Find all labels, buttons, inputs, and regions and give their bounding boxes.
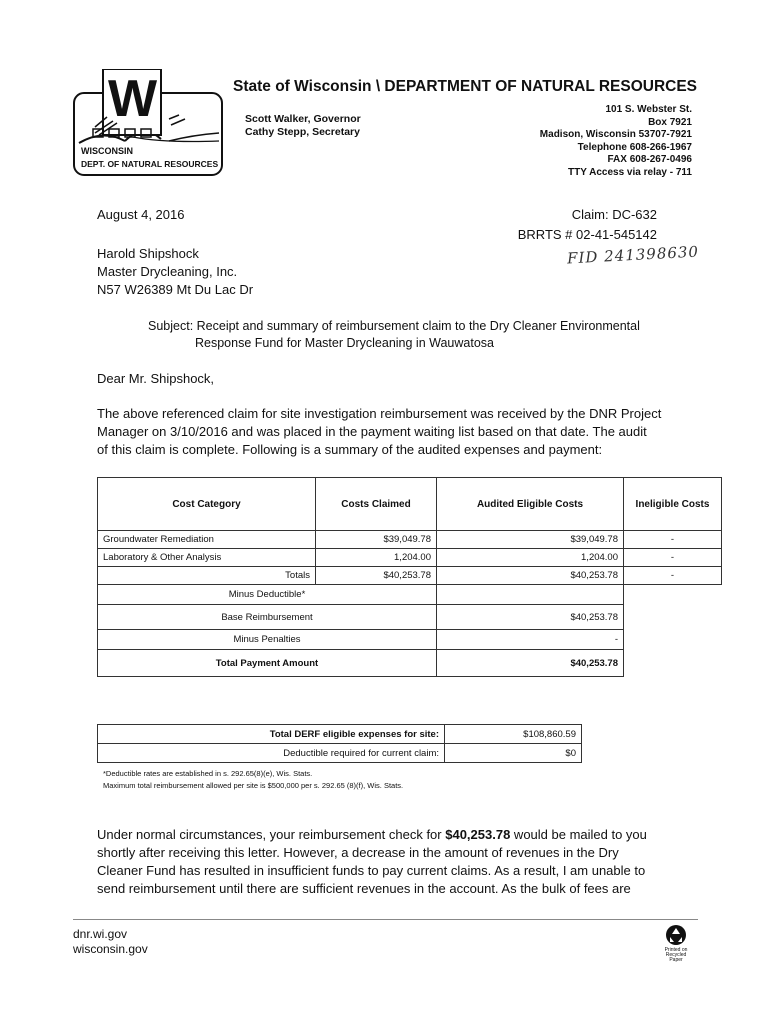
address-line: TTY Access via relay - 711 [568,166,692,178]
penalties-row [98,630,722,650]
address-line: Telephone 608-266-1967 [577,141,692,153]
reimbursement-summary-table [97,477,722,677]
total-payment-row [98,650,722,677]
total-payment-label: Total Payment Amount [98,650,437,677]
salutation: Dear Mr. Shipshock, [97,371,215,386]
recipient-company: Master Drycleaning, Inc. [97,264,238,279]
recipient-block [97,245,253,299]
para2-suffix: would be mailed to you [510,827,647,842]
address-line: FAX 608-267-0496 [607,154,692,166]
logo-caption-2: DEPT. OF NATURAL RESOURCES [81,159,219,169]
minus-deductible-value [437,585,624,605]
header-cost-category: Cost Category [98,478,316,531]
deductible-row [98,585,722,605]
footnote: Maximum total reimbursement allowed per site is $500,000 per s. 292.65 (8)(f), Wis. Stats. [103,781,404,790]
row-audited: 1,204.00 [437,549,624,567]
paragraph-1 [97,405,697,459]
base-reimbursement-label: Base Reimbursement [98,605,437,630]
deductible-required-value: $0 [445,744,582,763]
paragraph-line: Cleaner Fund has resulted in insufficient funds to pay current claims. As a result, I am unable to [97,863,646,878]
recipient-name: Harold Shipshock [97,246,199,261]
brrts-number: BRRTS # 02-41-545142 [517,227,657,242]
base-reimbursement-row [98,605,722,630]
footer-links [73,927,148,957]
agency-address [540,104,692,180]
total-payment-value: $40,253.78 [437,650,624,677]
table-row [98,549,722,567]
minus-penalties-value: - [437,630,624,650]
deductible-required-label: Deductible required for current claim: [98,744,445,763]
header-costs-claimed: Costs Claimed [316,478,437,531]
recycle-icon [665,924,687,946]
totals-label: Totals [98,567,316,585]
footnotes [103,768,403,792]
handwritten-fid: FID 241398630 [566,242,700,268]
paragraph-line: shortly after receiving this letter. However, a decrease in the amount of revenues in the Dry [97,845,619,860]
subject-line-2: Response Fund for Master Drycleaning in Wauwatosa [195,336,494,350]
recycled-text: Printed on Recycled Paper [664,947,688,963]
address-line: Madison, Wisconsin 53707-7921 [539,129,692,141]
header-ineligible-costs: Ineligible Costs [624,478,722,531]
paragraph-line: send reimbursement until there are sufficient revenues in the account. As the bulk of fees are [97,881,631,896]
secretary: Cathy Stepp, Secretary [245,126,360,138]
subject-line-1: Subject: Receipt and summary of reimbursement claim to the Dry Cleaner Environmental [148,319,640,333]
row-category: Groundwater Remediation [98,531,316,549]
base-reimbursement-value: $40,253.78 [437,605,624,630]
leaders [245,113,361,139]
recycled-paper-badge [661,924,691,966]
site-total-label: Total DERF eligible expenses for site: [98,725,445,744]
footer-divider [73,919,698,920]
dnr-logo [73,69,223,181]
table-row [98,725,582,744]
row-ineligible: - [624,549,722,567]
paragraph-line [97,826,697,844]
footer-link-dnr[interactable]: dnr.wi.gov [73,927,128,941]
logo-caption-1: WISCONSIN [81,146,134,156]
address-line: 101 S. Webster St. [605,104,692,115]
totals-audited: $40,253.78 [437,567,624,585]
paragraph-line: of this claim is complete. Following is a summary of the audited expenses and payment: [97,442,603,457]
footnote: *Deductible rates are established in s. 292.65(8)(e), Wis. Stats. [103,769,313,778]
site-expenses-table [97,724,582,763]
minus-penalties-label: Minus Penalties [98,630,437,650]
para2-prefix: Under normal circumstances, your reimbursement check for [97,827,446,842]
footer-link-wisconsin[interactable]: wisconsin.gov [73,942,148,956]
letter-date: August 4, 2016 [97,207,185,222]
minus-deductible-label: Minus Deductible* [98,585,437,605]
paragraph-line: The above referenced claim for site investigation reimbursement was received by the DNR Project [97,406,662,421]
agency-title: State of Wisconsin \ DEPARTMENT OF NATURAL RESOURCES [233,78,698,95]
totals-row [98,567,722,585]
row-audited: $39,049.78 [437,531,624,549]
logo-letter: W [108,70,158,128]
claim-number: Claim: DC-632 [571,207,657,222]
row-claimed: $39,049.78 [316,531,437,549]
table-header-row [98,478,722,531]
address-line: Box 7921 [648,116,692,128]
table-row [98,531,722,549]
row-category: Laboratory & Other Analysis [98,549,316,567]
totals-ineligible: - [624,567,722,585]
row-ineligible: - [624,531,722,549]
site-total-value: $108,860.59 [445,725,582,744]
governor: Scott Walker, Governor [245,113,361,125]
paragraph-line: Manager on 3/10/2016 and was placed in the payment waiting list based on that date. The audit [97,424,647,439]
header-audited-costs: Audited Eligible Costs [437,478,624,531]
subject [148,318,640,352]
totals-claimed: $40,253.78 [316,567,437,585]
row-claimed: 1,204.00 [316,549,437,567]
paragraph-2 [97,826,697,898]
table-row [98,744,582,763]
recipient-address: N57 W26389 Mt Du Lac Dr [97,282,254,297]
para2-amount: $40,253.78 [445,827,511,842]
